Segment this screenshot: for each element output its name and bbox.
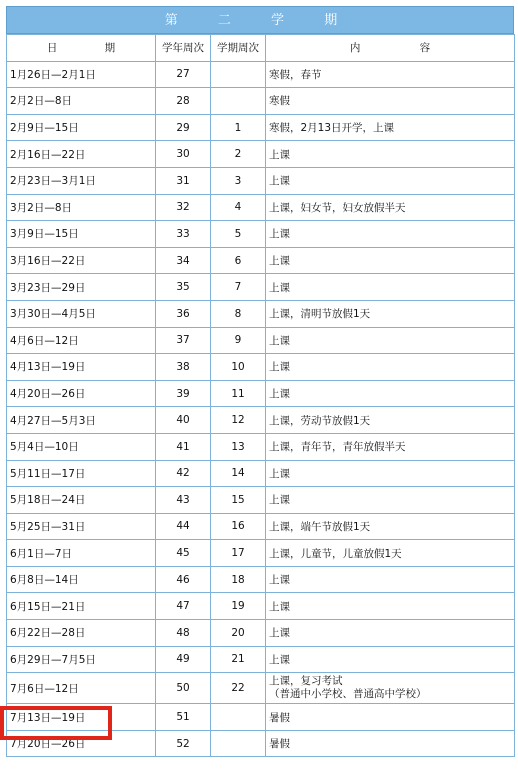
cell-date: 5月25日—31日 xyxy=(7,513,156,540)
cell-year-week: 49 xyxy=(156,646,211,673)
cell-year-week: 40 xyxy=(156,407,211,434)
cell-date: 2月2日—8日 xyxy=(7,88,156,115)
content-note: （普通中小学校、普通高中学校） xyxy=(269,688,427,701)
cell-year-week: 42 xyxy=(156,460,211,487)
cell-date: 5月18日—24日 xyxy=(7,487,156,514)
cell-term-week: 4 xyxy=(211,194,266,221)
table-row xyxy=(7,730,515,757)
cell-date: 7月13日—19日 xyxy=(7,704,156,731)
cell-content: 寒假 xyxy=(266,88,515,115)
cell-date: 3月16日—22日 xyxy=(7,247,156,274)
table-row xyxy=(7,704,515,731)
table-row xyxy=(7,487,515,514)
cell-year-week: 52 xyxy=(156,730,211,757)
table-row xyxy=(7,274,515,301)
cell-content: 上课 xyxy=(266,620,515,647)
cell-date: 7月6日—12日 xyxy=(7,673,156,704)
cell-term-week: 7 xyxy=(211,274,266,301)
header-date: 日 期 xyxy=(7,35,156,62)
cell-content: 上课 xyxy=(266,327,515,354)
cell-date: 6月15日—21日 xyxy=(7,593,156,620)
table-row xyxy=(7,460,515,487)
cell-term-week: 3 xyxy=(211,167,266,194)
cell-term-week: 19 xyxy=(211,593,266,620)
cell-term-week: 17 xyxy=(211,540,266,567)
cell-content: 上课 xyxy=(266,566,515,593)
cell-year-week: 45 xyxy=(156,540,211,567)
cell-content: 上课 xyxy=(266,274,515,301)
table-row xyxy=(7,221,515,248)
cell-date: 3月2日—8日 xyxy=(7,194,156,221)
table-row xyxy=(7,380,515,407)
table-row xyxy=(7,141,515,168)
cell-date: 5月11日—17日 xyxy=(7,460,156,487)
cell-term-week: 14 xyxy=(211,460,266,487)
table-row xyxy=(7,407,515,434)
cell-term-week: 21 xyxy=(211,646,266,673)
cell-date: 6月22日—28日 xyxy=(7,620,156,647)
cell-year-week: 43 xyxy=(156,487,211,514)
cell-date: 2月23日—3月1日 xyxy=(7,167,156,194)
cell-date: 7月20日—26日 xyxy=(7,730,156,757)
cell-year-week: 38 xyxy=(156,354,211,381)
table-row xyxy=(7,646,515,673)
schedule-sheet xyxy=(6,6,514,757)
table-row xyxy=(7,300,515,327)
cell-year-week: 50 xyxy=(156,673,211,704)
cell-date: 4月13日—19日 xyxy=(7,354,156,381)
table-row xyxy=(7,327,515,354)
cell-content: 暑假 xyxy=(266,730,515,757)
cell-date: 6月1日—7日 xyxy=(7,540,156,567)
cell-term-week: 10 xyxy=(211,354,266,381)
cell-year-week: 32 xyxy=(156,194,211,221)
table-row xyxy=(7,354,515,381)
cell-term-week xyxy=(211,730,266,757)
table-row xyxy=(7,513,515,540)
cell-content: 上课 xyxy=(266,460,515,487)
header-year-week: 学年周次 xyxy=(156,35,211,62)
cell-content: 上课，劳动节放假1天 xyxy=(266,407,515,434)
cell-date: 6月8日—14日 xyxy=(7,566,156,593)
cell-term-week xyxy=(211,61,266,88)
cell-content: 上课 xyxy=(266,221,515,248)
header-content: 内 容 xyxy=(266,35,515,62)
cell-year-week: 33 xyxy=(156,221,211,248)
cell-year-week: 27 xyxy=(156,61,211,88)
cell-content: 上课 xyxy=(266,141,515,168)
cell-content: 上课 xyxy=(266,593,515,620)
cell-year-week: 37 xyxy=(156,327,211,354)
table-row xyxy=(7,593,515,620)
cell-content: 上课 xyxy=(266,167,515,194)
cell-term-week: 5 xyxy=(211,221,266,248)
cell-content: 寒假，春节 xyxy=(266,61,515,88)
cell-content: 上课，儿童节，儿童放假1天 xyxy=(266,540,515,567)
schedule-table xyxy=(6,34,515,757)
table-row xyxy=(7,540,515,567)
cell-term-week xyxy=(211,88,266,115)
cell-term-week: 18 xyxy=(211,566,266,593)
table-row xyxy=(7,194,515,221)
semester-title: 第 二 学 期 xyxy=(6,6,514,34)
cell-term-week: 13 xyxy=(211,433,266,460)
cell-date: 4月6日—12日 xyxy=(7,327,156,354)
cell-term-week: 12 xyxy=(211,407,266,434)
table-row xyxy=(7,88,515,115)
cell-year-week: 39 xyxy=(156,380,211,407)
cell-content: 上课，妇女节，妇女放假半天 xyxy=(266,194,515,221)
cell-date: 4月27日—5月3日 xyxy=(7,407,156,434)
cell-date: 3月9日—15日 xyxy=(7,221,156,248)
header-term-week: 学期周次 xyxy=(211,35,266,62)
cell-date: 3月30日—4月5日 xyxy=(7,300,156,327)
cell-year-week: 36 xyxy=(156,300,211,327)
table-row xyxy=(7,620,515,647)
cell-year-week: 47 xyxy=(156,593,211,620)
cell-term-week: 1 xyxy=(211,114,266,141)
cell-year-week: 44 xyxy=(156,513,211,540)
cell-content: 上课 xyxy=(266,487,515,514)
cell-content: 暑假 xyxy=(266,704,515,731)
cell-year-week: 29 xyxy=(156,114,211,141)
header-row xyxy=(7,35,515,62)
cell-content: 上课，青年节，青年放假半天 xyxy=(266,433,515,460)
cell-year-week: 41 xyxy=(156,433,211,460)
cell-term-week: 16 xyxy=(211,513,266,540)
cell-term-week: 9 xyxy=(211,327,266,354)
cell-content xyxy=(266,673,515,704)
cell-term-week: 2 xyxy=(211,141,266,168)
cell-term-week: 15 xyxy=(211,487,266,514)
cell-year-week: 48 xyxy=(156,620,211,647)
cell-content: 上课 xyxy=(266,380,515,407)
cell-date: 3月23日—29日 xyxy=(7,274,156,301)
cell-content: 上课 xyxy=(266,354,515,381)
table-row xyxy=(7,114,515,141)
cell-term-week: 11 xyxy=(211,380,266,407)
table-row xyxy=(7,673,515,704)
cell-year-week: 35 xyxy=(156,274,211,301)
cell-content: 上课 xyxy=(266,247,515,274)
cell-content: 上课 xyxy=(266,646,515,673)
cell-year-week: 34 xyxy=(156,247,211,274)
cell-year-week: 30 xyxy=(156,141,211,168)
cell-term-week: 6 xyxy=(211,247,266,274)
cell-date: 2月9日—15日 xyxy=(7,114,156,141)
cell-year-week: 28 xyxy=(156,88,211,115)
cell-term-week: 8 xyxy=(211,300,266,327)
cell-date: 4月20日—26日 xyxy=(7,380,156,407)
cell-date: 2月16日—22日 xyxy=(7,141,156,168)
cell-content: 寒假，2月13日开学，上课 xyxy=(266,114,515,141)
cell-content: 上课，端午节放假1天 xyxy=(266,513,515,540)
table-row xyxy=(7,61,515,88)
cell-term-week: 20 xyxy=(211,620,266,647)
cell-term-week xyxy=(211,704,266,731)
table-row xyxy=(7,167,515,194)
content-line: 上课，复习考试 xyxy=(269,675,343,688)
cell-year-week: 31 xyxy=(156,167,211,194)
cell-year-week: 46 xyxy=(156,566,211,593)
cell-date: 1月26日—2月1日 xyxy=(7,61,156,88)
cell-date: 5月4日—10日 xyxy=(7,433,156,460)
cell-content: 上课，清明节放假1天 xyxy=(266,300,515,327)
table-row xyxy=(7,433,515,460)
table-row xyxy=(7,566,515,593)
cell-term-week: 22 xyxy=(211,673,266,704)
cell-date: 6月29日—7月5日 xyxy=(7,646,156,673)
table-row xyxy=(7,247,515,274)
cell-year-week: 51 xyxy=(156,704,211,731)
